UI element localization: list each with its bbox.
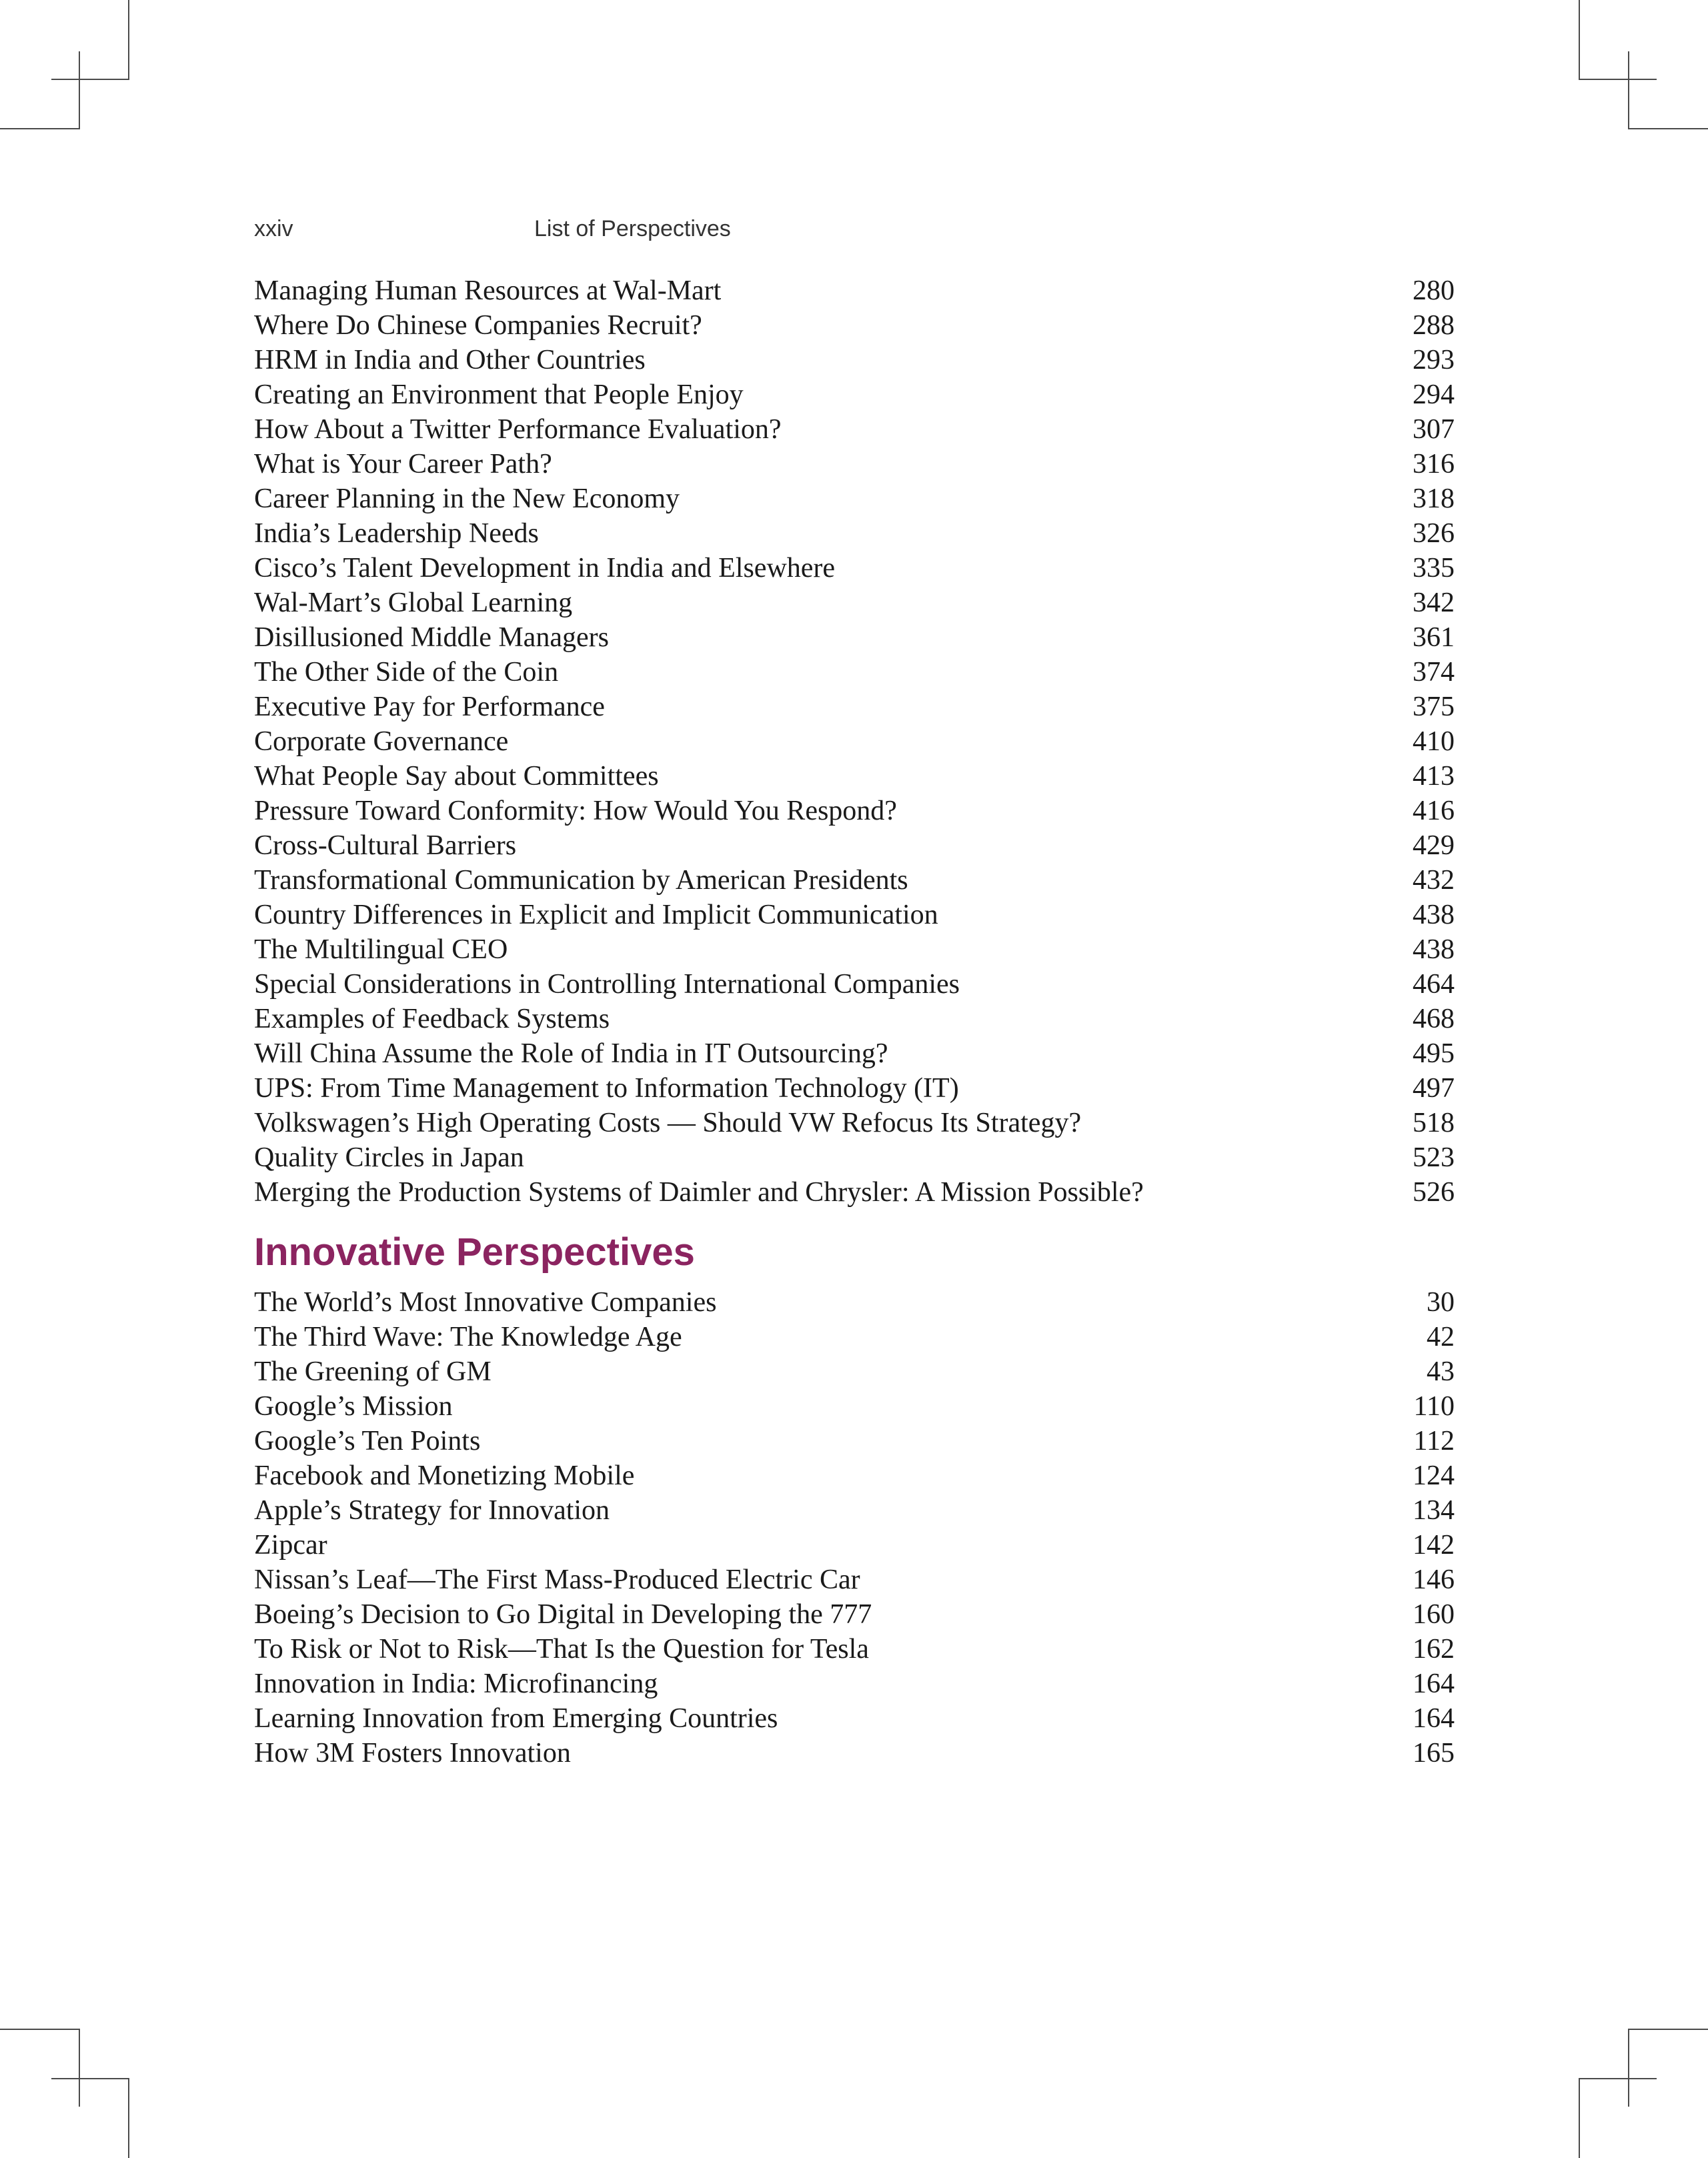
toc-entry — [254, 412, 1455, 447]
entry-page-number: 375 — [1413, 692, 1455, 722]
entry-page-number: 160 — [1413, 1599, 1455, 1630]
entry-page-number: 316 — [1413, 449, 1455, 479]
entry-page-number: 432 — [1413, 865, 1455, 896]
entry-page-number: 146 — [1413, 1564, 1455, 1595]
entry-page-number: 307 — [1413, 414, 1455, 445]
entry-title: Where Do Chinese Companies Recruit? — [254, 310, 702, 341]
crop-mark-bottom-left-horizontal — [51, 2078, 129, 2079]
entry-title: The Greening of GM — [254, 1356, 492, 1387]
entry-page-number: 335 — [1413, 553, 1455, 584]
entry-title: UPS: From Time Management to Information Technology (IT) — [254, 1073, 959, 1104]
entry-title: Cisco’s Talent Development in India and Elsewhere — [254, 553, 836, 584]
entry-page-number: 497 — [1413, 1073, 1455, 1104]
toc-entry — [254, 863, 1455, 898]
toc-entry — [254, 1354, 1455, 1389]
entry-page-number: 413 — [1413, 761, 1455, 792]
entry-title: Special Considerations in Controlling International Companies — [254, 969, 960, 1000]
toc-entry — [254, 1285, 1455, 1320]
entry-title: Quality Circles in Japan — [254, 1142, 524, 1173]
crop-mark-bottom-right-outer-horizontal — [1628, 2029, 1708, 2030]
toc-entry — [254, 1562, 1455, 1597]
toc-entry — [254, 967, 1455, 1002]
toc-entry — [254, 1175, 1455, 1210]
entry-title: Cross-Cultural Barriers — [254, 830, 517, 861]
toc-entry — [254, 1458, 1455, 1493]
entry-title: Will China Assume the Role of India in IT Outsourcing? — [254, 1038, 888, 1069]
crop-mark-top-left-outer-horizontal — [0, 128, 80, 129]
entry-title: Volkswagen’s High Operating Costs — Should VW Refocus Its Strategy? — [254, 1108, 1082, 1138]
toc-entry — [254, 759, 1455, 794]
crop-mark-top-right-outer-horizontal — [1628, 128, 1708, 129]
toc-entry — [254, 481, 1455, 516]
toc-entry — [254, 828, 1455, 863]
entry-title: Managing Human Resources at Wal-Mart — [254, 275, 722, 306]
toc-entry — [254, 794, 1455, 828]
entry-page-number: 416 — [1413, 796, 1455, 826]
toc-entry — [254, 551, 1455, 586]
crop-mark-top-right-vertical — [1579, 0, 1580, 80]
entry-title: Examples of Feedback Systems — [254, 1004, 610, 1034]
toc-entry — [254, 586, 1455, 620]
entry-title: What is Your Career Path? — [254, 449, 552, 479]
crop-mark-bottom-left-inner-vertical — [79, 2029, 80, 2107]
entry-title: Corporate Governance — [254, 726, 509, 757]
entry-page-number: 438 — [1413, 934, 1455, 965]
entry-title: HRM in India and Other Countries — [254, 345, 646, 375]
entry-title: Executive Pay for Performance — [254, 692, 605, 722]
entry-title: To Risk or Not to Risk—That Is the Question for Tesla — [254, 1634, 869, 1665]
toc-entry — [254, 1667, 1455, 1701]
entry-title: Disillusioned Middle Managers — [254, 622, 609, 653]
entry-page-number: 342 — [1413, 588, 1455, 618]
crop-mark-bottom-right-inner-vertical — [1628, 2029, 1629, 2107]
toc-entry — [254, 273, 1455, 308]
entry-title: Google’s Ten Points — [254, 1426, 481, 1456]
toc-entry — [254, 620, 1455, 655]
entry-page-number: 288 — [1413, 310, 1455, 341]
toc-entry — [254, 1071, 1455, 1106]
crop-mark-bottom-left-vertical — [128, 2078, 129, 2158]
entry-title: Wal-Mart’s Global Learning — [254, 588, 573, 618]
toc-entry — [254, 724, 1455, 759]
toc-entry — [254, 1597, 1455, 1632]
toc-entry — [254, 690, 1455, 724]
entry-page-number: 464 — [1413, 969, 1455, 1000]
toc-entry — [254, 1002, 1455, 1036]
entry-page-number: 293 — [1413, 345, 1455, 375]
entry-title: Apple’s Strategy for Innovation — [254, 1495, 610, 1526]
entry-title: Country Differences in Explicit and Implicit Communication — [254, 900, 938, 930]
perspectives-list-continued — [254, 273, 1455, 1210]
entry-title: Nissan’s Leaf—The First Mass-Produced Electric Car — [254, 1564, 860, 1595]
entry-page-number: 429 — [1413, 830, 1455, 861]
entry-title: Creating an Environment that People Enjoy — [254, 379, 744, 410]
toc-entry — [254, 1140, 1455, 1175]
entry-page-number: 374 — [1413, 657, 1455, 688]
entry-page-number: 30 — [1427, 1287, 1455, 1318]
crop-mark-top-left-horizontal — [51, 79, 129, 80]
crop-mark-bottom-right-vertical — [1579, 2078, 1580, 2158]
page-number: xxiv — [254, 216, 293, 241]
toc-entry — [254, 1424, 1455, 1458]
entry-title: The World’s Most Innovative Companies — [254, 1287, 717, 1318]
toc-entry — [254, 1736, 1455, 1771]
crop-mark-top-right-inner-vertical — [1628, 51, 1629, 129]
entry-page-number: 410 — [1413, 726, 1455, 757]
entry-page-number: 112 — [1413, 1426, 1455, 1456]
entry-page-number: 438 — [1413, 900, 1455, 930]
entry-page-number: 280 — [1413, 275, 1455, 306]
entry-title: Pressure Toward Conformity: How Would You Respond? — [254, 796, 897, 826]
entry-page-number: 318 — [1413, 483, 1455, 514]
toc-entry — [254, 1528, 1455, 1562]
entry-title: Innovation in India: Microfinancing — [254, 1669, 658, 1699]
toc-entry — [254, 1389, 1455, 1424]
toc-entry — [254, 1701, 1455, 1736]
entry-title: The Multilingual CEO — [254, 934, 508, 965]
toc-entry — [254, 1106, 1455, 1140]
crop-mark-bottom-right-horizontal — [1579, 2078, 1657, 2079]
toc-entry — [254, 447, 1455, 481]
entry-page-number: 124 — [1413, 1460, 1455, 1491]
crop-mark-bottom-left-outer-horizontal — [0, 2029, 80, 2030]
entry-page-number: 110 — [1413, 1391, 1455, 1422]
entry-page-number: 164 — [1413, 1669, 1455, 1699]
entry-page-number: 165 — [1413, 1738, 1455, 1769]
toc-entry — [254, 1632, 1455, 1667]
entry-page-number: 526 — [1413, 1177, 1455, 1208]
crop-mark-top-left-vertical — [128, 0, 129, 80]
entry-title: Transformational Communication by American Presidents — [254, 865, 908, 896]
entry-title: Facebook and Monetizing Mobile — [254, 1460, 635, 1491]
entry-title: How 3M Fosters Innovation — [254, 1738, 571, 1769]
toc-entry — [254, 655, 1455, 690]
running-head: List of Perspectives — [534, 216, 731, 241]
entry-title: Zipcar — [254, 1530, 327, 1560]
entry-title: The Third Wave: The Knowledge Age — [254, 1322, 682, 1352]
entry-page-number: 162 — [1413, 1634, 1455, 1665]
entry-page-number: 518 — [1413, 1108, 1455, 1138]
toc-entry — [254, 377, 1455, 412]
entry-page-number: 294 — [1413, 379, 1455, 410]
entry-page-number: 361 — [1413, 622, 1455, 653]
innovative-perspectives-list — [254, 1285, 1455, 1771]
entry-page-number: 134 — [1413, 1495, 1455, 1526]
entry-page-number: 42 — [1427, 1322, 1455, 1352]
entry-page-number: 43 — [1427, 1356, 1455, 1387]
entry-title: The Other Side of the Coin — [254, 657, 559, 688]
toc-entry — [254, 932, 1455, 967]
entry-page-number: 495 — [1413, 1038, 1455, 1069]
entry-title: Boeing’s Decision to Go Digital in Developing the 777 — [254, 1599, 872, 1630]
toc-entry — [254, 516, 1455, 551]
section-heading-innovative: Innovative Perspectives — [254, 1230, 695, 1274]
entry-page-number: 523 — [1413, 1142, 1455, 1173]
entry-page-number: 468 — [1413, 1004, 1455, 1034]
entry-title: Career Planning in the New Economy — [254, 483, 680, 514]
entry-title: Learning Innovation from Emerging Countries — [254, 1703, 778, 1734]
toc-entry — [254, 1320, 1455, 1354]
toc-entry — [254, 1036, 1455, 1071]
toc-entry — [254, 308, 1455, 343]
entry-title: Merging the Production Systems of Daimler and Chrysler: A Mission Possible? — [254, 1177, 1144, 1208]
toc-entry — [254, 898, 1455, 932]
entry-title: India’s Leadership Needs — [254, 518, 539, 549]
toc-entry — [254, 343, 1455, 377]
entry-page-number: 326 — [1413, 518, 1455, 549]
entry-title: What People Say about Committees — [254, 761, 659, 792]
toc-entry — [254, 1493, 1455, 1528]
entry-page-number: 142 — [1413, 1530, 1455, 1560]
entry-page-number: 164 — [1413, 1703, 1455, 1734]
entry-title: Google’s Mission — [254, 1391, 453, 1422]
crop-mark-top-right-horizontal — [1579, 79, 1657, 80]
crop-mark-top-left-inner-vertical — [79, 51, 80, 129]
entry-title: How About a Twitter Performance Evaluation? — [254, 414, 782, 445]
